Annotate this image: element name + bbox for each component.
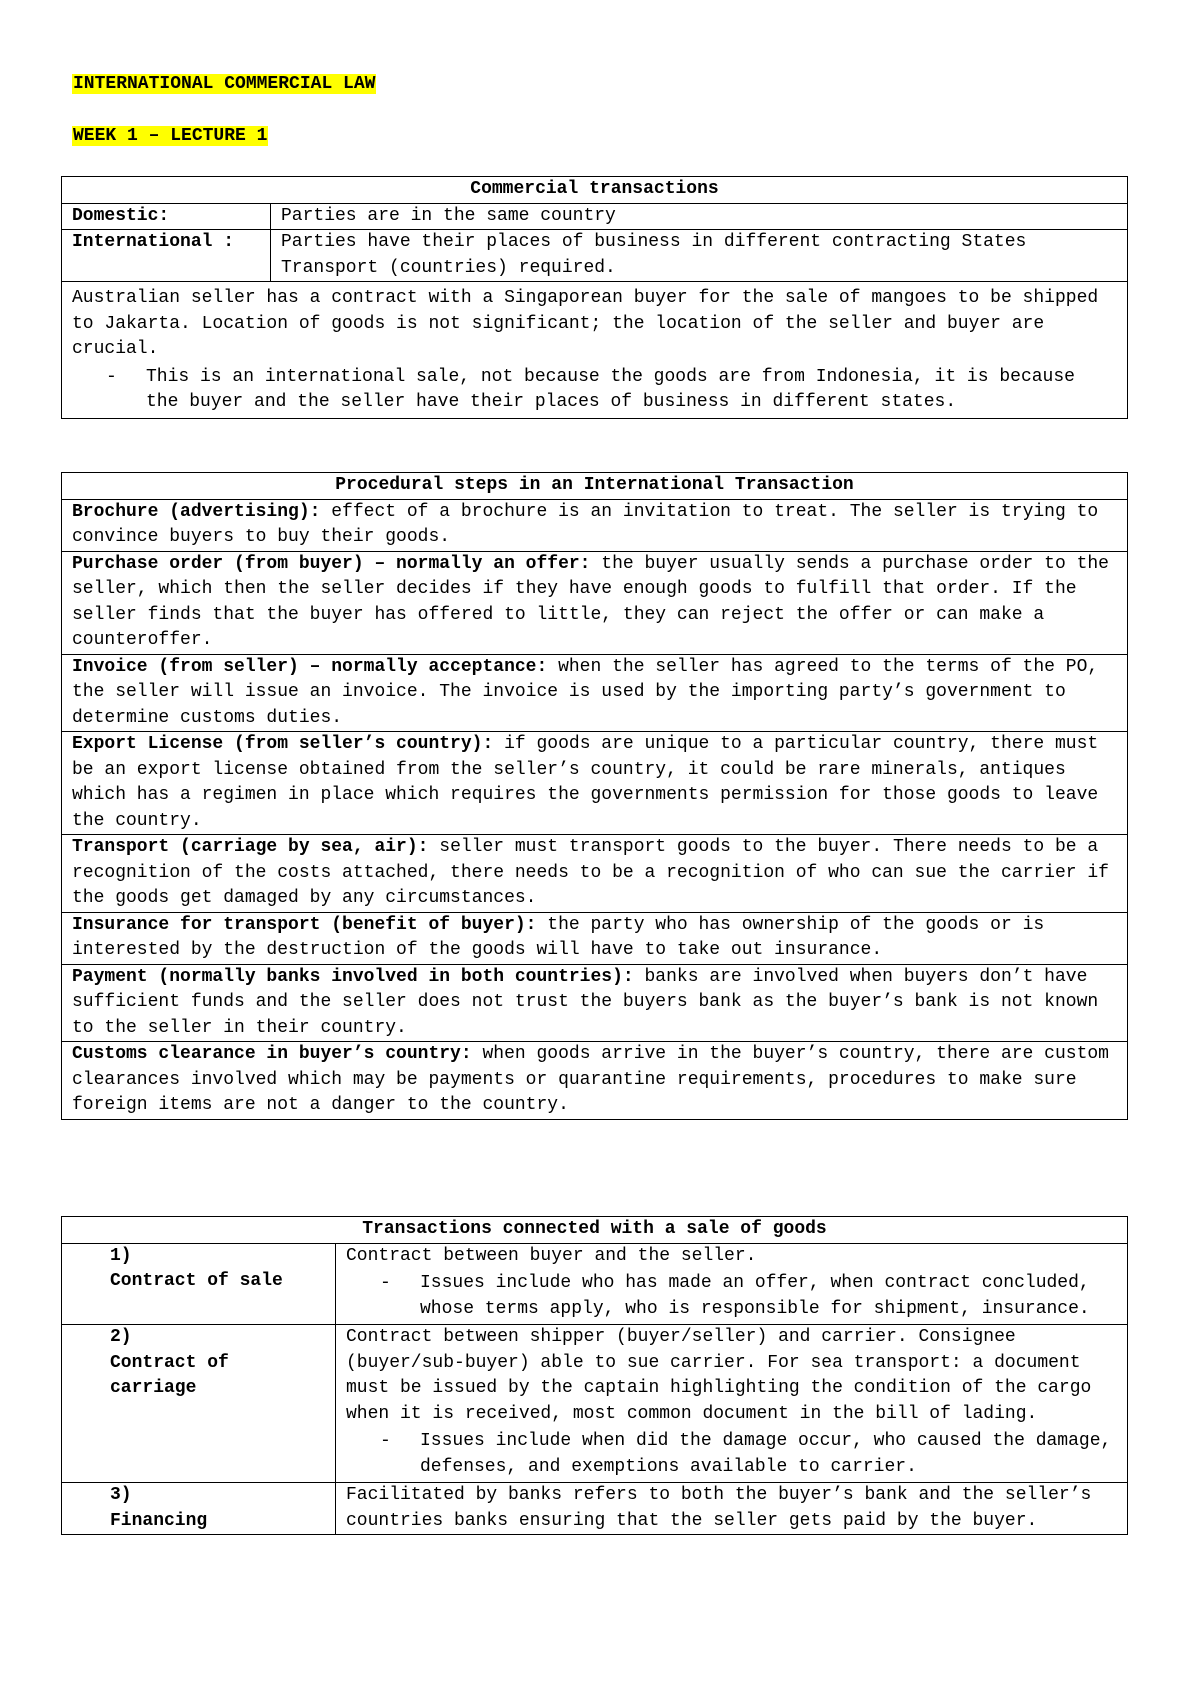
step-term: Payment (normally banks involved in both countries): xyxy=(72,966,634,987)
step-term: Invoice (from seller) – normally acceptance: xyxy=(72,656,548,677)
row-number: 2) xyxy=(110,1327,132,1347)
table-row xyxy=(62,1243,1128,1325)
example-text: Australian seller has a contract with a Singaporean buyer for the sale of mangoes to be shipped to Jakarta. Location of goods is not significant; the location of the seller and buyer are crucial. xyxy=(72,288,1099,359)
week-title: WEEK 1 – LECTURE 1 xyxy=(73,126,268,146)
row-list xyxy=(346,1271,1117,1322)
step-cell xyxy=(62,835,1128,913)
step-cell xyxy=(62,551,1128,654)
table-title: Procedural steps in an International Transaction xyxy=(62,473,1128,500)
row-content xyxy=(336,1483,1128,1535)
row-label: Contract of carriage xyxy=(110,1352,229,1398)
table-title: Commercial transactions xyxy=(62,177,1128,204)
step-term: Insurance for transport (benefit of buyer): xyxy=(72,914,537,935)
table-row xyxy=(62,499,1128,551)
table-row xyxy=(62,835,1128,913)
row-text: Facilitated by banks refers to both the buyer’s bank and the seller’s countries banks ensuring that the seller gets paid by the buyer. xyxy=(346,1485,1092,1531)
row-content xyxy=(336,1243,1128,1325)
row-number: 3) xyxy=(110,1485,132,1505)
table-row xyxy=(62,732,1128,835)
example-list xyxy=(72,365,1117,416)
commercial-transactions-table xyxy=(61,176,1128,419)
row-text: Contract between buyer and the seller. xyxy=(346,1245,757,1266)
table-row xyxy=(62,1483,1128,1535)
table-row xyxy=(62,1325,1128,1483)
step-text: the party who has ownership of the goods or is interested by the destruction of the goods will have to take out insurance. xyxy=(72,914,1045,960)
step-term: Transport (carriage by sea, air): xyxy=(72,837,429,857)
row-text: Parties have their places of business in different contracting States Transport (countries) required. xyxy=(271,230,1128,282)
row-label: Contract of sale xyxy=(110,1271,283,1291)
row-label-cell xyxy=(62,1325,336,1483)
table-row xyxy=(62,912,1128,964)
table-row xyxy=(62,551,1128,654)
step-term: Customs clearance in buyer’s country: xyxy=(72,1044,472,1064)
table-row xyxy=(62,964,1128,1042)
table-row xyxy=(62,230,1128,282)
row-label: Domestic: xyxy=(62,203,271,230)
list-item: - This is an international sale, not because the goods are from Indonesia, it is because the buyer and the seller have their places of business in different states. xyxy=(146,365,1117,416)
course-title: INTERNATIONAL COMMERCIAL LAW xyxy=(73,74,376,94)
table-row xyxy=(62,654,1128,732)
row-content xyxy=(336,1325,1128,1483)
step-cell xyxy=(62,1042,1128,1120)
row-number: 1) xyxy=(110,1245,132,1266)
step-text: if goods are unique to a particular country, there must be an export license obtained from the seller’s country, it could be rare minerals, antiques which has a regimen in place which requires the governments permission for those goods to leave the country. xyxy=(72,734,1099,831)
row-label-cell xyxy=(62,1483,336,1535)
procedural-steps-table xyxy=(61,472,1128,1120)
row-text: Parties are in the same country xyxy=(271,203,1128,230)
week-heading xyxy=(72,124,268,148)
list-item: - Issues include when did the damage occur, who caused the damage, defenses, and exemptions available to carrier. xyxy=(420,1429,1117,1480)
table-title: Transactions connected with a sale of goods xyxy=(62,1217,1128,1244)
step-term: Export License (from seller’s country): xyxy=(72,734,494,754)
example-cell xyxy=(62,282,1128,419)
row-list xyxy=(346,1429,1117,1480)
step-text: banks are involved when buyers don’t have sufficient funds and the seller does not trust the buyers bank as the buyer’s bank is not known to the seller in their country. xyxy=(72,966,1099,1038)
step-cell xyxy=(62,732,1128,835)
row-label-cell xyxy=(62,1243,336,1325)
table-row xyxy=(62,203,1128,230)
step-cell xyxy=(62,964,1128,1042)
step-cell xyxy=(62,912,1128,964)
step-cell xyxy=(62,654,1128,732)
row-label: International : xyxy=(62,230,271,282)
step-text: when goods arrive in the buyer’s country, there are custom clearances involved which may be payments or quarantine requirements, procedures to make sure foreign items are not a danger to the country. xyxy=(72,1044,1109,1115)
row-label: Financing xyxy=(110,1510,208,1531)
step-text: seller must transport goods to the buyer. There needs to be a recognition of the costs attached, there needs to be a recognition of who can sue the carrier if the goods get damaged by any circumstances. xyxy=(72,837,1109,908)
step-term: Purchase order (from buyer) – normally an offer: xyxy=(72,553,591,574)
course-heading xyxy=(72,72,376,96)
table-row xyxy=(62,282,1128,419)
row-text: Contract between shipper (buyer/seller) and carrier. Consignee (buyer/sub-buyer) able to sue carrier. For sea transport: a document must be issued by the captain highlighting the condition of the cargo when it is received, most common document in the bill of lading. xyxy=(346,1327,1092,1424)
step-text: when the seller has agreed to the terms of the PO, the seller will issue an invoice. The invoice is used by the importing party’s government to determine customs duties. xyxy=(72,656,1099,728)
step-text: the buyer usually sends a purchase order to the seller, which then the seller decides if they have enough goods to fulfill that order. If the seller finds that the buyer has offered to little, they can reject the offer or can make a counteroffer. xyxy=(72,553,1109,650)
table-row xyxy=(62,1042,1128,1120)
list-item: - Issues include who has made an offer, when contract concluded, whose terms apply, who is responsible for shipment, insurance. xyxy=(420,1271,1117,1322)
sale-of-goods-table xyxy=(61,1216,1128,1535)
step-text: effect of a brochure is an invitation to treat. The seller is trying to convince buyers to buy their goods. xyxy=(72,501,1099,547)
step-cell xyxy=(62,499,1128,551)
step-term: Brochure (advertising): xyxy=(72,501,321,522)
